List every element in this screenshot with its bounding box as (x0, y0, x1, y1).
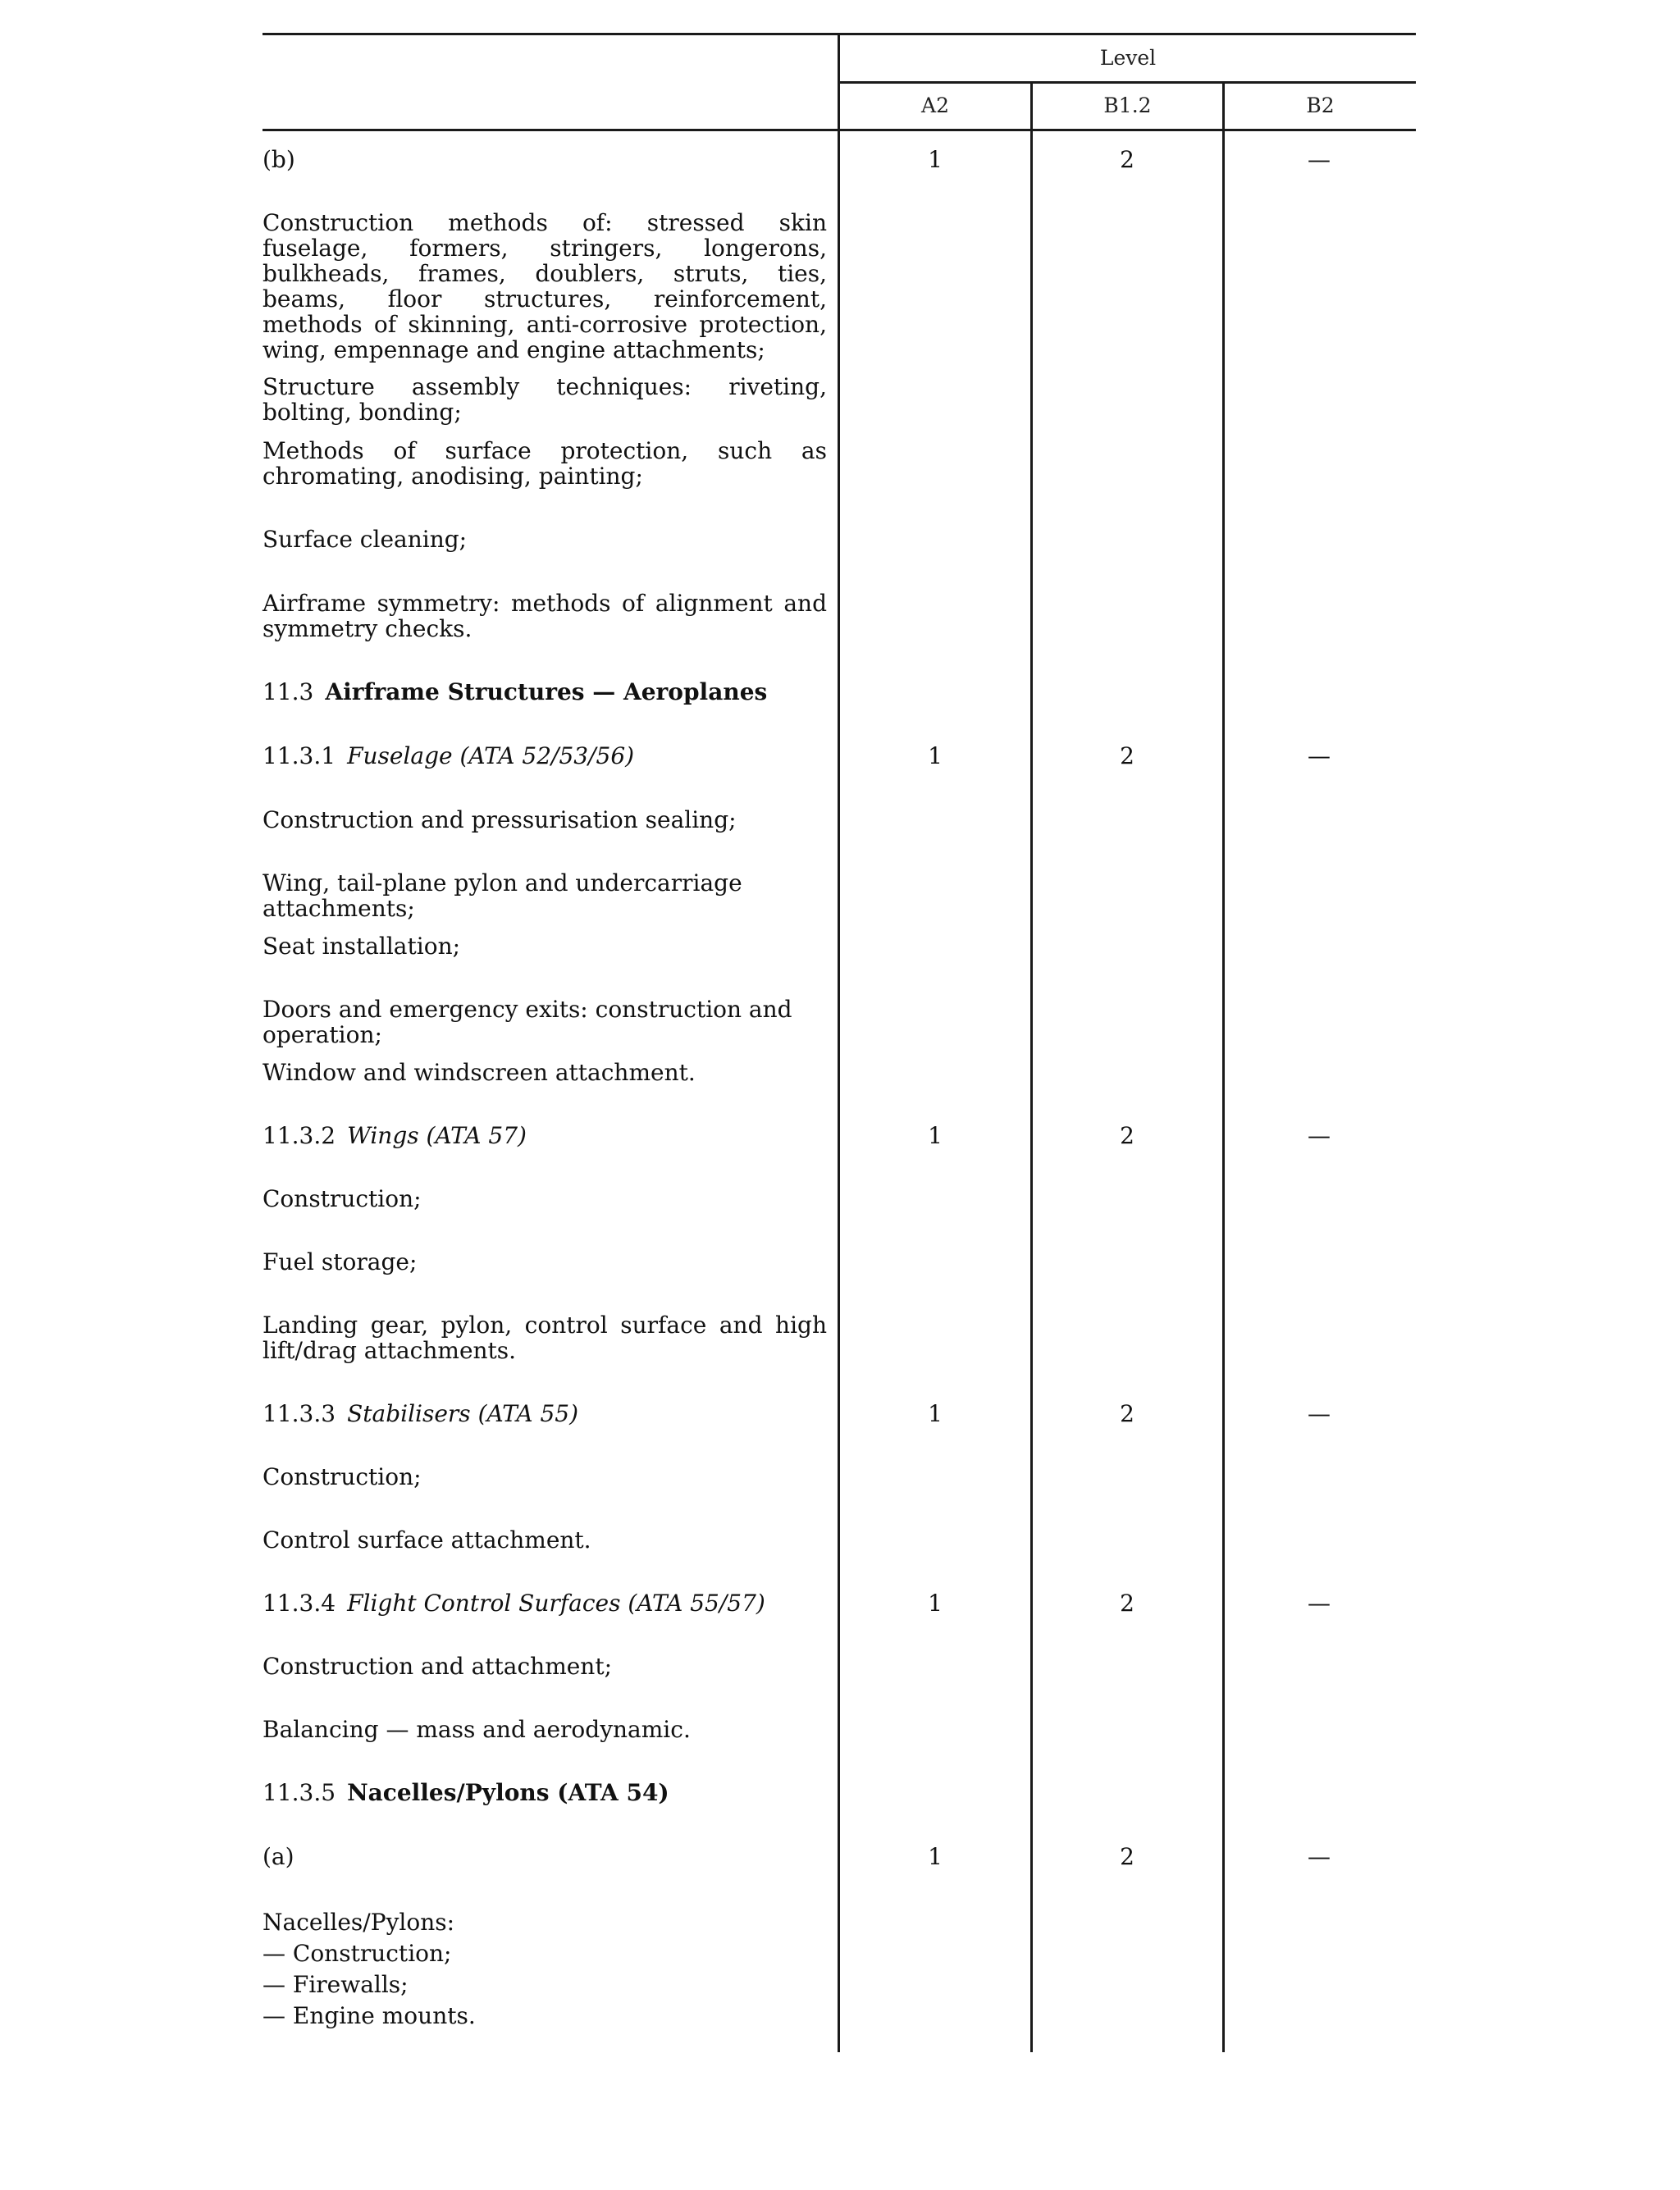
stabilisers-item-2: Control surface attachment. (262, 1526, 591, 1554)
column-header-b2: B2 (1306, 94, 1335, 117)
fuselage-item-1: Construction and pressurisation sealing; (262, 806, 737, 833)
nacelles-list-item: — Firewalls; (262, 1971, 409, 1998)
column-divider-a2 (1030, 81, 1033, 2052)
section-11-3-5-heading (262, 1780, 827, 1805)
symmetry-text: Airframe symmetry: methods of alignment and symmetry checks. (262, 590, 827, 642)
level-b2-b: — (1308, 146, 1331, 173)
level-header-rule (838, 81, 1416, 84)
level-a2-a: 1 (928, 1843, 943, 1870)
section-number: 11.3 (262, 678, 314, 705)
section-title: Airframe Structures — Aeroplanes (325, 678, 768, 705)
section-title: Fuselage (ATA 52/53/56) (347, 742, 635, 769)
section-11-3-3-heading (262, 1401, 827, 1426)
level-a2-b: 1 (928, 146, 943, 173)
section-number: 11.3.5 (262, 1779, 336, 1806)
section-title: Wings (ATA 57) (347, 1122, 527, 1149)
level-b12-a: 2 (1120, 1843, 1134, 1870)
nacelles-list-item: — Construction; (262, 1940, 452, 1967)
nacelles-list (262, 1907, 827, 2032)
column-divider-desc (838, 33, 840, 2052)
column-header-a2: A2 (921, 94, 949, 117)
level-a2-11-3-4: 1 (928, 1590, 943, 1617)
level-a2-11-3-3: 1 (928, 1400, 943, 1427)
level-b2-11-3-4: — (1308, 1590, 1331, 1617)
section-number: 11.3.1 (262, 742, 336, 769)
level-b2-11-3-1: — (1308, 742, 1331, 769)
section-number: 11.3.2 (262, 1122, 336, 1149)
section-11-3-4-heading (262, 1590, 827, 1616)
wings-item-1: Construction; (262, 1185, 422, 1212)
section-title: Stabilisers (ATA 55) (347, 1400, 579, 1427)
level-b2-11-3-3: — (1308, 1400, 1331, 1427)
level-b2-11-3-2: — (1308, 1122, 1331, 1149)
level-b12-b: 2 (1120, 146, 1134, 173)
column-header-b12: B1.2 (1103, 94, 1152, 117)
section-number: 11.3.3 (262, 1400, 336, 1427)
fuselage-item-3: Seat installation; (262, 933, 461, 960)
level-a2-11-3-2: 1 (928, 1122, 943, 1149)
flight-control-item-1: Construction and attachment; (262, 1653, 613, 1680)
fuselage-item-4: Doors and emergency exits: construction and operation; (262, 996, 792, 1048)
wings-item-3: Landing gear, pylon, control surface and high lift/drag attachments. (262, 1312, 827, 1364)
wings-item-2: Fuel storage; (262, 1248, 418, 1275)
section-11-3-2-heading (262, 1123, 827, 1148)
row-label-a: (a) (262, 1843, 294, 1870)
construction-methods-text: Construction methods of: stressed skin fuselage, formers, stringers, longerons, bulkheads, frames, doublers, struts, ties, beams, floor structures, reinforcement, methods of skinning, anti-corrosive protection, wing, empennage and engine attachments; (262, 209, 827, 363)
section-title: Nacelles/Pylons (ATA 54) (347, 1779, 669, 1806)
surface-cleaning-text: Surface cleaning; (262, 526, 468, 553)
column-divider-b12 (1222, 81, 1225, 2052)
section-11-3-1-heading (262, 743, 827, 769)
row-label-b: (b) (262, 146, 295, 173)
stabilisers-item-1: Construction; (262, 1463, 422, 1490)
flight-control-item-2: Balancing — mass and aerodynamic. (262, 1716, 691, 1743)
section-title: Flight Control Surfaces (ATA 55/57) (347, 1590, 765, 1617)
level-header: Level (1099, 46, 1157, 70)
fuselage-item-2: Wing, tail-plane pylon and undercarriage attachments; (262, 869, 742, 922)
nacelles-list-item: — Engine mounts. (262, 2002, 476, 2029)
nacelles-list-heading: Nacelles/Pylons: (262, 1909, 455, 1936)
section-number: 11.3.4 (262, 1590, 336, 1617)
level-a2-11-3-1: 1 (928, 742, 943, 769)
level-b12-11-3-1: 2 (1120, 742, 1134, 769)
level-b12-11-3-2: 2 (1120, 1122, 1134, 1149)
fuselage-item-5: Window and windscreen attachment. (262, 1059, 696, 1086)
level-b12-11-3-3: 2 (1120, 1400, 1134, 1427)
section-11-3-heading (262, 679, 827, 705)
level-b2-a: — (1308, 1843, 1331, 1870)
assembly-text: Structure assembly techniques: riveting, bolting, bonding; (262, 373, 827, 426)
level-b12-11-3-4: 2 (1120, 1590, 1134, 1617)
surface-protection-text: Methods of surface protection, such as chromating, anodising, painting; (262, 437, 827, 490)
